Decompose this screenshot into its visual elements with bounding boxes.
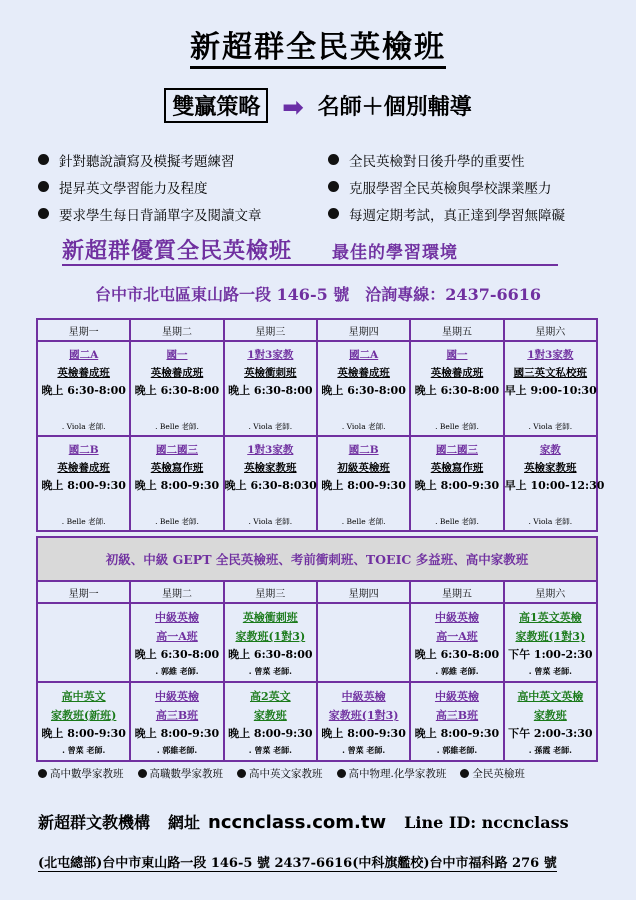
course-banner-table <box>36 536 598 582</box>
class-item: 高中物理.化學家教班 <box>337 766 447 781</box>
schedule-cell: 中級英檢 高一A班 晚上 6:30-8:00 . 郭維 老師. <box>410 603 503 682</box>
schedule-cell: 國二B 初級英檢班 晚上 8:00-9:30 . Belle 老師. <box>317 436 410 531</box>
class-item: 高中英文家教班 <box>237 766 323 781</box>
bullet-icon <box>237 769 246 778</box>
schedule-cell: 中級英檢 家教班(1對3) 晚上 8:00-9:30 . 曾菜 老師. <box>317 682 410 761</box>
class-item: 高中數學家教班 <box>38 766 124 781</box>
strategy-text: 名師＋個別輔導 <box>317 95 472 120</box>
schedule-cell: 高中英文英檢 家教班 下午 2:00-3:30 . 孫霞 老師. <box>504 682 597 761</box>
schedule-cell: 中級英檢 高三B班 晚上 8:00-9:30 . 郭維老師. <box>130 682 223 761</box>
feature-item: 針對聽說讀寫及模擬考題練習 <box>38 150 328 170</box>
feature-row <box>38 200 598 227</box>
promo-banner-main: 新超群優質全民英檢班 <box>62 238 293 264</box>
schedule-cell: 家教 英檢家教班 早上 10:00-12:30 . Viola 老師. <box>504 436 597 531</box>
day-header: 星期一 <box>37 319 130 341</box>
schedule-cell: 國二A 英檢養成班 晚上 6:30-8:00 . Viola 老師. <box>317 341 410 436</box>
address-text: 台中市北屯區東山路一段 146-5 號 <box>94 285 350 304</box>
day-header: 星期三 <box>224 581 317 603</box>
schedule-cell: 國二A 英檢養成班 晚上 6:30-8:00 . Viola 老師. <box>37 341 130 436</box>
bullet-icon <box>328 154 339 165</box>
arrow-right-icon: ➡ <box>282 93 304 123</box>
page-title: 新超群全民英檢班 <box>0 22 636 66</box>
schedule-header-row <box>37 319 597 341</box>
class-list <box>38 766 598 781</box>
bullet-icon <box>328 208 339 219</box>
schedule-cell: 國一 英檢養成班 晚上 6:30-8:00 . Belle 老師. <box>410 341 503 436</box>
schedule-cell-empty <box>317 603 410 682</box>
feature-row <box>38 173 598 200</box>
schedule-row <box>37 436 597 531</box>
day-header: 星期三 <box>224 319 317 341</box>
schedule-cell: 國二B 英檢養成班 晚上 8:00-9:30 . Belle 老師. <box>37 436 130 531</box>
day-header: 星期六 <box>504 319 597 341</box>
feature-item: 全民英檢對日後升學的重要性 <box>328 150 525 170</box>
schedule-cell: 高2英文 家教班 晚上 8:00-9:30 . 曾菜 老師. <box>224 682 317 761</box>
schedule-table-junior <box>36 318 605 532</box>
schedule-cell: 高中英文 家教班(新班) 晚上 8:00-9:30 . 曾菜 老師. <box>37 682 130 761</box>
course-banner: 初級、中級 GEPT 全民英檢班、考前衝刺班、TOEIC 多益班、高中家教班 <box>37 537 597 581</box>
schedule-header-row <box>37 581 597 603</box>
day-header: 星期一 <box>37 581 130 603</box>
schedule-cell: 高1英文英檢 家教班(1對3) 下午 1:00-2:30 . 曾菜 老師. <box>504 603 597 682</box>
strategy-box: 雙贏策略 <box>164 88 268 123</box>
promo-banner-sub: 最佳的學習環境 <box>332 243 459 263</box>
day-header: 星期四 <box>317 319 410 341</box>
day-header: 星期二 <box>130 581 223 603</box>
schedule-cell-empty <box>37 603 130 682</box>
bullet-icon <box>38 181 49 192</box>
schedule-row <box>37 682 597 761</box>
feature-list <box>38 146 598 227</box>
schedule-cell: 1對3家教 國三英文私校班 早上 9:00-10:30 . Viola 老師. <box>504 341 597 436</box>
org-name: 新超群文教機構 <box>38 813 151 832</box>
footer-address: (北屯總部)台中市東山路一段 146-5 號 2437-6616(中科旗艦校)台中市福科路 276 號 <box>38 852 557 872</box>
schedule-cell: 國二國三 英檢寫作班 晚上 8:00-9:30 . Belle 老師. <box>410 436 503 531</box>
line-id: Line ID: nccnclass <box>404 813 569 832</box>
schedule-cell: 國一 英檢養成班 晚上 6:30-8:00 . Belle 老師. <box>130 341 223 436</box>
strategy-line <box>0 88 636 123</box>
promo-banner <box>62 234 458 265</box>
schedule-cell: 1對3家教 英檢家教班 晚上 6:30-8:030 . Viola 老師. <box>224 436 317 531</box>
schedule-cell: 中級英檢 高一A班 晚上 6:30-8:00 . 郭維 老師. <box>130 603 223 682</box>
address-line <box>0 282 636 305</box>
schedule-table-senior <box>36 580 598 762</box>
day-header: 星期六 <box>504 581 597 603</box>
bullet-icon <box>38 154 49 165</box>
banner-underline <box>62 264 558 266</box>
website-link[interactable]: nccnclass.com.tw <box>208 812 387 833</box>
day-header: 星期二 <box>130 319 223 341</box>
phone-text: 洽詢專線：2437-6616 <box>365 285 542 304</box>
org-info <box>38 810 569 833</box>
schedule-cell: 國二國三 英檢寫作班 晚上 8:00-9:30 . Belle 老師. <box>130 436 223 531</box>
feature-item: 要求學生每日背誦單字及閱讀文章 <box>38 204 328 224</box>
bullet-icon <box>337 769 346 778</box>
schedule-row <box>37 341 597 436</box>
class-item: 全民英檢班 <box>460 766 525 781</box>
bullet-icon <box>138 769 147 778</box>
day-header: 星期四 <box>317 581 410 603</box>
day-header: 星期五 <box>410 581 503 603</box>
bullet-icon <box>38 208 49 219</box>
feature-item: 克服學習全民英檢與學校課業壓力 <box>328 177 552 197</box>
website-label: 網址 <box>168 813 201 832</box>
class-item: 高職數學家教班 <box>138 766 224 781</box>
feature-row <box>38 146 598 173</box>
schedule-cell: 中級英檢 高三B班 晚上 8:00-9:30 . 郭維老師. <box>410 682 503 761</box>
day-header: 星期五 <box>410 319 503 341</box>
feature-item: 每週定期考試，真正達到學習無障礙 <box>328 204 565 224</box>
bullet-icon <box>38 769 47 778</box>
schedule-cell: 1對3家教 英檢衝刺班 晚上 6:30-8:00 . Viola 老師. <box>224 341 317 436</box>
bullet-icon <box>328 181 339 192</box>
schedule-row <box>37 603 597 682</box>
feature-item: 提昇英文學習能力及程度 <box>38 177 328 197</box>
schedule-cell: 英檢衝刺班 家教班(1對3) 晚上 6:30-8:00 . 曾菜 老師. <box>224 603 317 682</box>
bullet-icon <box>460 769 469 778</box>
